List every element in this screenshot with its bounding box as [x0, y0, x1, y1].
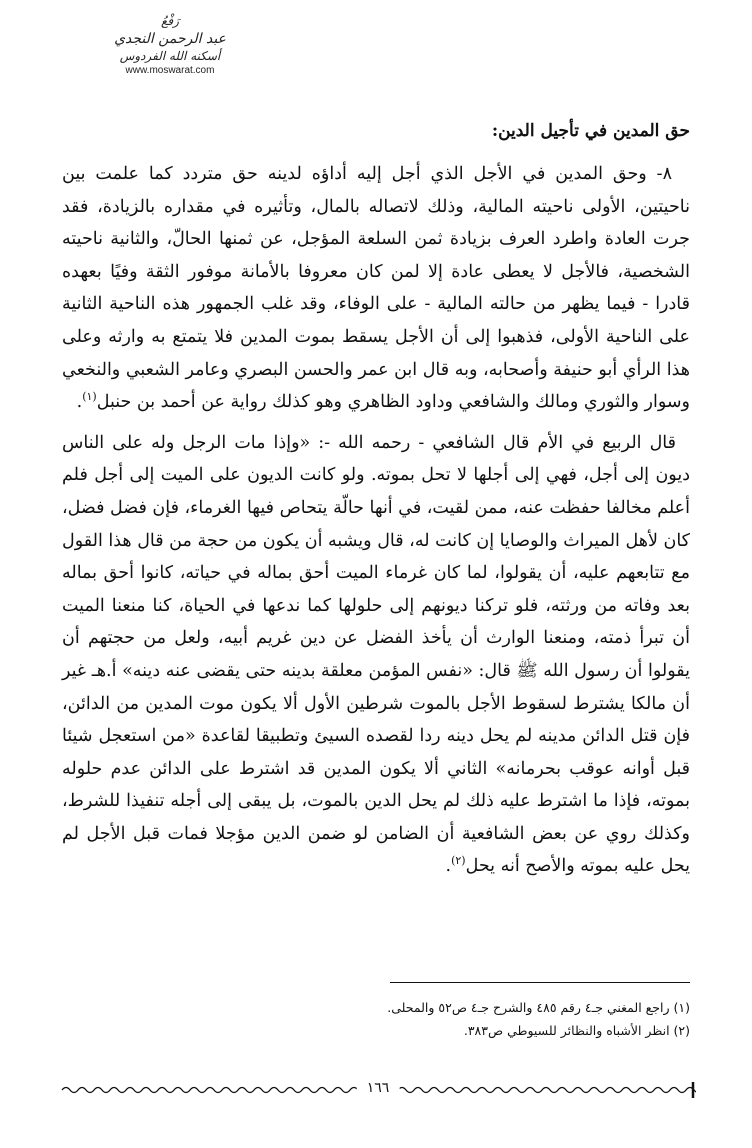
- library-stamp: [90, 14, 250, 110]
- footnote-ref-2: (٢): [451, 854, 466, 868]
- page-footer: [60, 1080, 696, 1100]
- page-body: [62, 158, 690, 883]
- footnote-divider: [390, 982, 690, 983]
- page-number: ١٦٦: [357, 1080, 400, 1096]
- footnote-ref-1: (١): [82, 390, 97, 404]
- paragraph-2-end: .: [445, 856, 452, 877]
- stamp-line-3: أسكنه الله الفردوس: [119, 49, 221, 63]
- stamp-url: www.moswarat.com: [125, 65, 215, 76]
- paragraph-2-text: قال الربيع في الأم قال الشافعي - رحمه الله -: «وإذا مات الرجل وله على الناس ديون إلى أجل، فهي إلى أجلها لا تحل بموته. ولو كانت الديون على الميت إلى أجل فلم أعلم مخالفا حفظت عنه، ممن لقيت، في أنها حالّة يتحاص فيها الغرماء، فإن فضل فضل، كان لأهل الميراث والوصايا إن كانت له، قال ويشبه أن يكون من حجة من قال هذا القول مع تتابعهم عليه، أن يقولوا، لما كان غرماء الميت أحق بماله في حياته، كانوا أحق بماله بعد وفاته من ورثته، فلو تركنا ديونهم إلى حلولها كما ندعها في الحياة، كنا منعنا الميت أن تبرأ ذمته، ومنعنا الوارث أن يأخذ الفضل عن دين غريم أبيه، ولعل من حجتهم أن يقولوا أن رسول الله ﷺ قال: «نفس المؤمن معلقة بدينه حتى يقضى عنه دينه» أ.هـ غير أن مالكا يشترط لسقوط الأجل بالموت شرطين الأول ألا يكون موت المدين من الدائن، فإن قتل الدائن مدينه لم يحل دينه ردا لقصده السيئ وتطبيقا لقاعدة «من استعجل شيئا قبل أوانه عوقب بحرمانه» الثاني ألا يكون المدين قد اشترط على الدائن عدم حلوله بموته، فإذا ما اشترط عليه ذلك لم يحل الدين بالموت، بل يبقى إلى أجله تنفيذا للشرط، وكذلك روي عن بعض الشافعية أن الضامن لو ضمن الدين مؤجلا فمات قبل الأجل لم يحل عليه بموته والأصح أنه يحل: [62, 432, 690, 877]
- paragraph-1: [62, 158, 690, 419]
- stamp-line-1: رَفْعُ: [161, 14, 179, 28]
- paragraph-1-end: .: [76, 392, 83, 413]
- stamp-line-2: عبد الرحمن النجدي: [114, 31, 226, 47]
- footnotes: [62, 996, 690, 1042]
- footnote-1: (١) راجع المغني جـ٤ رقم ٤٨٥ والشرح جـ٤ ص٥٢ والمحلى.: [387, 1000, 690, 1015]
- section-title: حق المدين في تأجيل الدين:: [491, 121, 690, 141]
- paragraph-1-text: ٨- وحق المدين في الأجل الذي أجل إليه أداؤه لدينه حق متردد كما علمت بين ناحيتين، الأولى ناحيته المالية، وذلك لاتصاله بالمال، وتأثيره في مقداره بالزيادة، فقد جرت العادة واطرد العرف بزيادة ثمن السلعة المؤجل، عن ثمنها الحالّ، والثانية ناحيته الشخصية، فالأجل لا يعطى عادة إلا لمن كان معروفا بالأمانة موفور الثقة وفيًا بعهده قادرا - فيما يظهر من حالته المالية - على الوفاء، وقد غلب الجمهور هذه الناحية الثانية على الناحية الأولى، فذهبوا إلى أن الأجل يسقط بموت المدين فلا يتمتع به وارثه وعلى هذا الرأي أبو حنيفة وأصحابه، وبه قال ابن عمر والحسن البصري وعامر الشعبي والنخعي وسوار والثوري ومالك والشافعي وداود الظاهري وهو كذلك رواية عن أحمد بن حنبل: [62, 164, 690, 413]
- paragraph-2: [62, 427, 690, 883]
- footnote-2: (٢) انظر الأشباه والنظائر للسيوطي ص٣٨٣.: [463, 1023, 690, 1038]
